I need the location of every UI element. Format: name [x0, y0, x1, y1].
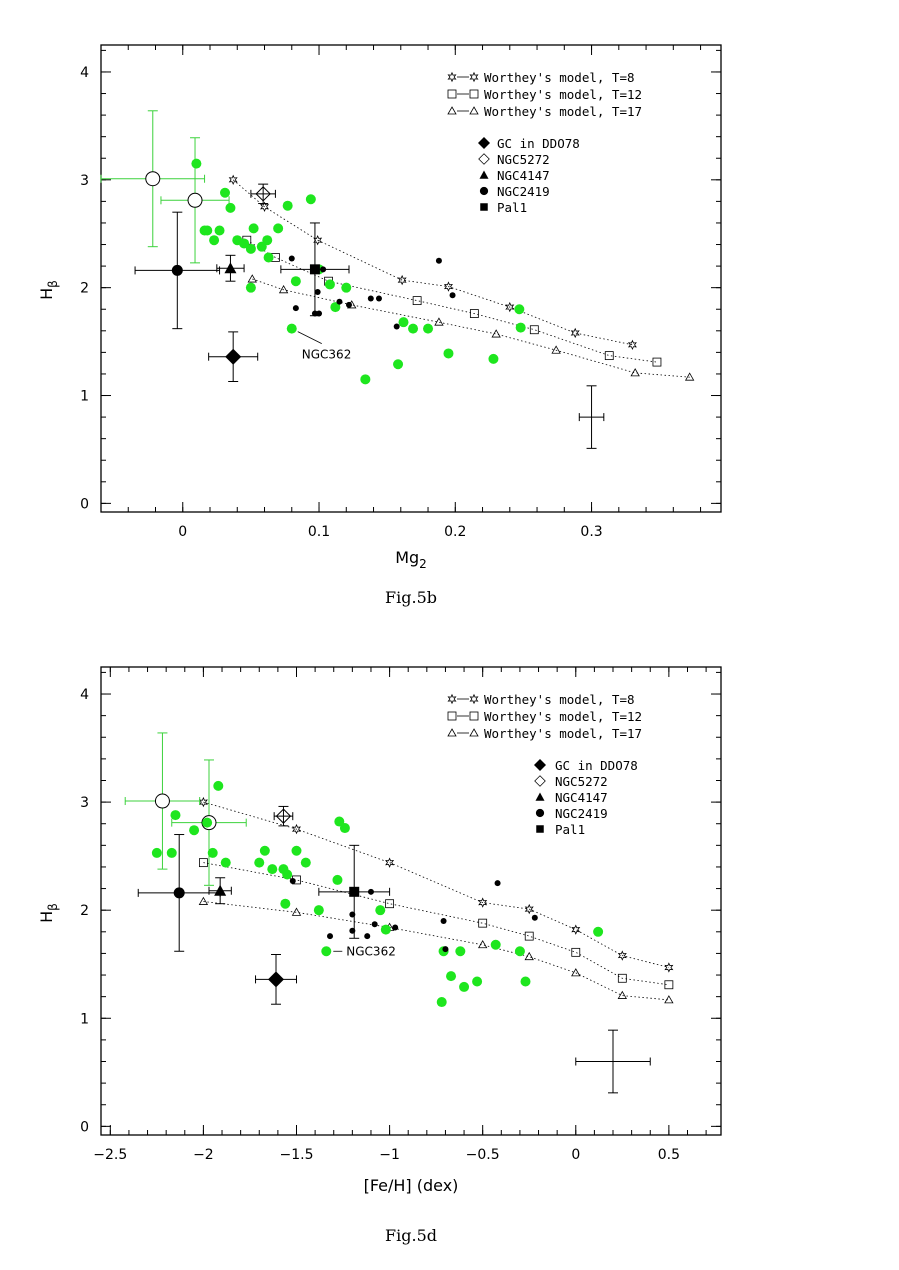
green-point: [437, 997, 447, 1007]
black-point: [495, 880, 501, 886]
green-point: [191, 159, 201, 169]
y-tick-label: 3: [80, 795, 89, 812]
green-point: [332, 875, 342, 885]
model-point-star: [572, 925, 579, 933]
model-point-triangle: [631, 369, 639, 376]
model-point-square: [653, 358, 661, 366]
model-point-triangle: [686, 373, 694, 380]
model-point-triangle: [248, 275, 256, 282]
green-point: [254, 858, 264, 868]
legend-object-marker-group: [480, 203, 488, 211]
legend-model-label: Worthey's model, T=12: [484, 709, 643, 724]
legend-marker-square: [448, 712, 456, 720]
green-point: [215, 226, 225, 236]
green-point: [360, 374, 370, 384]
model-point-square: [386, 900, 394, 908]
black-point: [372, 921, 378, 927]
open-circle-point: [146, 172, 160, 186]
green-point: [321, 946, 331, 956]
green-point: [170, 810, 180, 820]
legend-object-label: Pal1: [555, 822, 586, 837]
green-point: [443, 348, 453, 358]
model-line: [203, 863, 669, 985]
y-tick-label: 0: [80, 1119, 89, 1136]
black-point: [336, 299, 342, 305]
legend-model-label: Worthey's model, T=17: [484, 104, 643, 119]
green-point: [521, 977, 531, 987]
black-point: [327, 933, 333, 939]
y-tick-label: 2: [80, 280, 89, 297]
y-axis-label: $H_\beta$: [37, 280, 60, 300]
y-tick-label: 3: [80, 172, 89, 189]
x-axis-label-sub: 2: [419, 557, 427, 571]
green-point: [283, 201, 293, 211]
legend-marker-star: [448, 73, 455, 81]
legend-object-marker-group: [534, 759, 546, 771]
legend-object-label: NGC4147: [555, 790, 608, 805]
legend-object-marker-diamond-open: [535, 776, 546, 787]
green-point: [446, 971, 456, 981]
model-point-triangle: [618, 992, 626, 999]
legend-object-marker-diamond-filled: [478, 137, 490, 149]
green-point: [189, 825, 199, 835]
typical-error-cross: [579, 386, 604, 449]
green-point: [393, 359, 403, 369]
green-point: [491, 940, 501, 950]
model-point-triangle: [280, 286, 288, 293]
green-point: [282, 870, 292, 880]
green-point: [249, 223, 259, 233]
black-point: [368, 295, 374, 301]
x-tick-label: −0.5: [465, 1147, 500, 1163]
object-point-diamond-filled: [268, 971, 284, 987]
model-point-square: [479, 919, 487, 927]
legend-object-marker-group: [536, 809, 544, 817]
green-point: [273, 223, 283, 233]
legend-object-marker-group: [535, 776, 546, 787]
legend-object-label: NGC4147: [497, 168, 550, 183]
legend-marker-triangle: [448, 729, 456, 736]
green-point: [399, 317, 409, 327]
green-point: [291, 846, 301, 856]
legend-object-marker-square-filled: [536, 825, 544, 833]
green-point: [287, 324, 297, 334]
green-point: [514, 304, 524, 314]
black-point: [315, 289, 321, 295]
model-point-square: [413, 297, 421, 305]
x-tick-label: −2: [193, 1147, 214, 1163]
green-point: [202, 226, 212, 236]
x-axis-label: $Mg_2$: [395, 548, 427, 571]
black-point: [376, 295, 382, 301]
open-circle-point: [188, 193, 202, 207]
model-point-star: [386, 858, 393, 866]
legend-object-label: NGC5272: [555, 774, 608, 789]
legend-object-marker-group: [536, 825, 544, 833]
green-point: [459, 982, 469, 992]
legend-model-label: Worthey's model, T=12: [484, 87, 643, 102]
green-point: [264, 252, 274, 262]
x-tick-label: 0.3: [580, 524, 603, 540]
legend-marker-square: [470, 90, 478, 98]
model-line: [247, 240, 657, 362]
annotation-ngc362: NGC362: [301, 347, 352, 362]
green-point: [455, 946, 465, 956]
legend-object-marker-triangle-filled: [480, 171, 489, 179]
green-point: [220, 188, 230, 198]
black-point: [450, 292, 456, 298]
legend-object-marker-group: [479, 154, 490, 165]
green-point: [341, 283, 351, 293]
typical-error-cross: [576, 1030, 650, 1093]
black-point: [441, 918, 447, 924]
x-tick-label: 0.1: [307, 524, 331, 540]
model-point-triangle: [199, 898, 207, 905]
green-point: [262, 235, 272, 245]
y-tick-label: 4: [80, 687, 89, 704]
green-point: [280, 899, 290, 909]
legend-marker-square: [448, 90, 456, 98]
model-point-square: [530, 326, 538, 334]
model-point-star: [572, 329, 579, 337]
black-point: [289, 256, 295, 262]
model-point-triangle: [572, 969, 580, 976]
legend-object-marker-group: [480, 171, 489, 179]
legend-model-label: Worthey's model, T=8: [484, 692, 635, 707]
black-point: [436, 258, 442, 264]
green-point: [167, 848, 177, 858]
green-point: [306, 194, 316, 204]
legend-marker-star: [470, 73, 477, 81]
green-point: [375, 905, 385, 915]
legend-marker-triangle: [448, 107, 456, 114]
legend-object-marker-group: [480, 187, 488, 195]
black-point: [293, 305, 299, 311]
object-point-circle-filled: [174, 887, 185, 898]
model-point-triangle: [492, 330, 500, 337]
chart-fig5d: [0, 625, 899, 1270]
y-tick-label: 0: [80, 496, 89, 513]
x-tick-label: 0.5: [657, 1147, 681, 1163]
x-tick-label: −2.5: [93, 1147, 128, 1163]
model-point-star: [399, 276, 406, 284]
green-point: [593, 927, 603, 937]
green-point: [472, 977, 482, 987]
green-point: [516, 323, 526, 333]
open-circle-point: [155, 794, 169, 808]
green-point: [314, 905, 324, 915]
legend-model-label: Worthey's model, T=8: [484, 70, 635, 85]
legend-object-marker-triangle-filled: [536, 793, 545, 801]
y-axis-label: $H_\beta$: [37, 903, 60, 923]
legend-object-marker-diamond-open: [479, 154, 490, 165]
y-tick-label: 4: [80, 64, 89, 81]
object-point-square-filled: [349, 887, 359, 897]
legend-marker-square: [470, 712, 478, 720]
legend-object-marker-circle-filled: [480, 187, 488, 195]
model-point-triangle: [292, 908, 300, 915]
model-point-square: [572, 948, 580, 956]
green-point: [291, 276, 301, 286]
model-line: [203, 802, 669, 967]
object-point-square-filled: [310, 264, 320, 274]
legend-object-marker-circle-filled: [536, 809, 544, 817]
green-point: [301, 858, 311, 868]
black-point: [364, 933, 370, 939]
green-point: [213, 781, 223, 791]
green-point: [246, 283, 256, 293]
black-point: [394, 323, 400, 329]
x-tick-label: −1: [379, 1147, 400, 1163]
legend-object-marker-group: [478, 137, 490, 149]
annotation-leader: [298, 332, 322, 344]
legend-object-label: GC in DDO78: [555, 758, 638, 773]
y-tick-label: 2: [80, 903, 89, 920]
green-point: [202, 818, 212, 828]
green-point: [267, 864, 277, 874]
annotation-ngc362: NGC362: [346, 944, 396, 959]
green-point: [260, 846, 270, 856]
object-point-diamond-filled: [225, 349, 241, 365]
green-point: [152, 848, 162, 858]
legend-object-label: NGC5272: [497, 152, 550, 167]
legend-object-marker-diamond-filled: [534, 759, 546, 771]
figure-caption: Fig.5d: [385, 1226, 437, 1245]
legend-marker-star: [470, 695, 477, 703]
model-point-triangle: [552, 346, 560, 353]
x-axis-label: [Fe/H] (dex): [363, 1176, 459, 1195]
green-point: [423, 324, 433, 334]
model-line: [203, 902, 669, 1000]
black-point: [442, 946, 448, 952]
model-point-square: [525, 932, 533, 940]
legend-marker-triangle: [470, 729, 478, 736]
green-point: [325, 279, 335, 289]
x-tick-label: 0: [571, 1147, 581, 1163]
model-point-triangle: [665, 996, 673, 1003]
legend-marker-triangle: [470, 107, 478, 114]
legend-object-marker-group: [536, 793, 545, 801]
black-point: [290, 878, 296, 884]
model-line: [233, 180, 632, 345]
y-axis-label-sub: β: [46, 903, 60, 911]
model-point-star: [629, 341, 636, 349]
x-tick-label: 0: [178, 524, 188, 540]
legend-model-label: Worthey's model, T=17: [484, 726, 643, 741]
green-point: [488, 354, 498, 364]
green-point: [209, 235, 219, 245]
model-point-triangle: [479, 941, 487, 948]
y-tick-label: 1: [80, 1011, 89, 1028]
black-point: [532, 915, 538, 921]
y-tick-label: 1: [80, 388, 89, 405]
legend-object-label: NGC2419: [497, 184, 550, 199]
figure-caption: Fig.5b: [385, 588, 437, 607]
black-point: [392, 924, 398, 930]
y-axis-label-sub: β: [46, 280, 60, 288]
black-point: [346, 302, 352, 308]
green-point: [246, 244, 256, 254]
legend-object-label: Pal1: [497, 200, 528, 215]
legend-marker-star: [448, 695, 455, 703]
green-point: [381, 925, 391, 935]
green-point: [225, 203, 235, 213]
model-point-star: [230, 176, 237, 184]
green-point: [515, 946, 525, 956]
green-point: [340, 823, 350, 833]
green-point: [408, 324, 418, 334]
legend-object-label: NGC2419: [555, 806, 608, 821]
green-point: [208, 848, 218, 858]
x-tick-label: 0.2: [444, 524, 467, 540]
x-tick-label: −1.5: [279, 1147, 314, 1163]
model-point-triangle: [525, 953, 533, 960]
chart-fig5b: [0, 0, 899, 625]
legend-object-marker-square-filled: [480, 203, 488, 211]
object-point-circle-filled: [172, 265, 183, 276]
legend-object-label: GC in DDO78: [497, 136, 580, 151]
green-point: [221, 858, 231, 868]
